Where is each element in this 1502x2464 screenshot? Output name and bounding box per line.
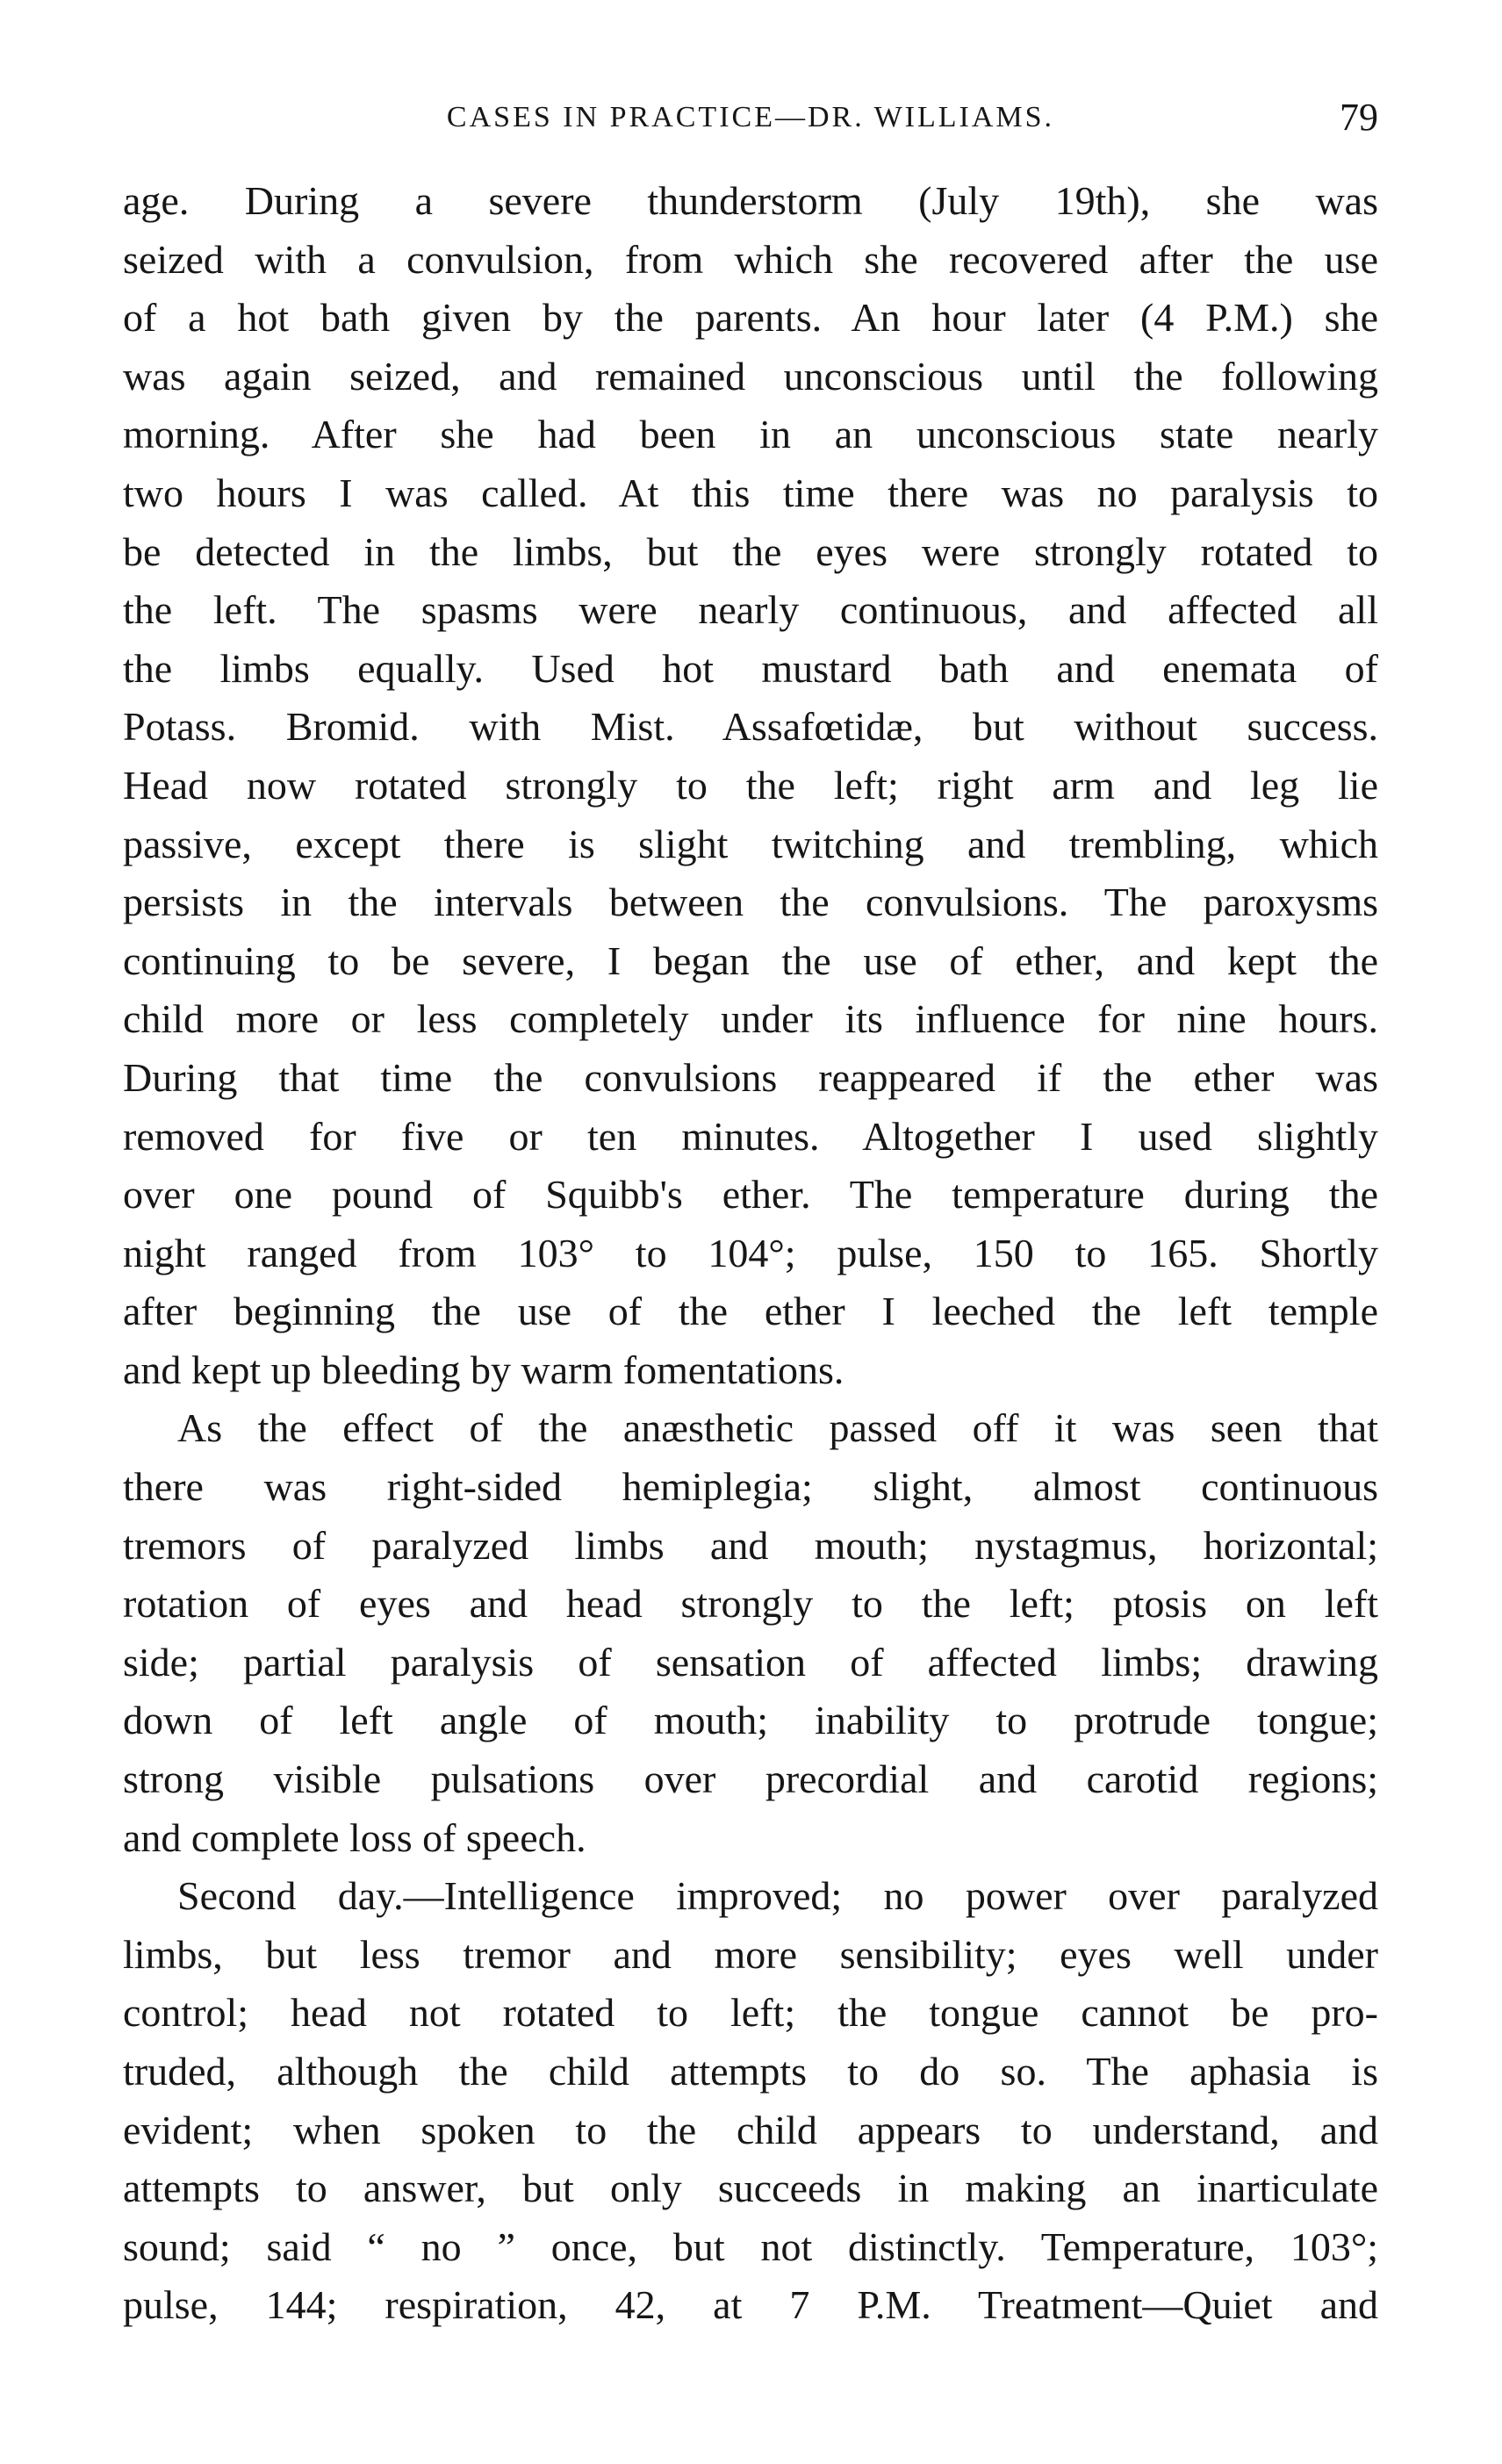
text-line: rotation of eyes and head strongly to the left; ptosis on left [123,1581,1378,1627]
text-line: there was right-sided hemiplegia; slight, almost continuous [123,1464,1378,1510]
text-line: seized with a convulsion, from which she recovered after the use [123,236,1378,282]
text-line: and complete loss of speech. [123,1814,586,1860]
body-text [123,172,1378,2335]
text-line: of a hot bath given by the parents. An hour later (4 P.M.) she [123,295,1378,341]
text-line: control; head not rotated to left; the tongue cannot be pro- [123,1990,1378,2036]
text-line: persists in the intervals between the convulsions. The paroxysms [123,880,1378,925]
text-line: after beginning the use of the ether I leeched the left temple [123,1289,1378,1334]
text-line: and kept up bleeding by warm fomentations. [123,1347,844,1392]
text-line: evident; when spoken to the child appears to understand, and [123,2107,1378,2152]
text-line: Head now rotated strongly to the left; right arm and leg lie [123,762,1378,808]
page-number: 79 [1340,96,1378,139]
text-line: night ranged from 103° to 104°; pulse, 150 to 165. Shortly [123,1230,1378,1275]
text-line: removed for five or ten minutes. Altogether I used slightly [123,1113,1378,1159]
text-line: was again seized, and remained unconscious until the following [123,353,1378,399]
text-line: truded, although the child attempts to do so. The aphasia is [123,2049,1378,2094]
text-line: pulse, 144; respiration, 42, at 7 P.M. Treatment—Quiet and [123,2282,1378,2328]
text-line: down of left angle of mouth; inability to protrude tongue; [123,1698,1378,1743]
text-line: morning. After she had been in an unconscious state nearly [123,412,1378,457]
text-line: sound; said “ no ” once, but not distinctly. Temperature, 103°; [123,2223,1378,2269]
text-line: two hours I was called. At this time there was no paralysis to [123,470,1378,515]
text-line: As the effect of the anæsthetic passed off it was seen that [177,1405,1378,1451]
text-line: side; partial paralysis of sensation of affected limbs; drawing [123,1639,1378,1685]
text-line: over one pound of Squibb's ether. The temperature during the [123,1172,1378,1218]
text-line: Second day.—Intelligence improved; no power over paralyzed [177,1873,1378,1919]
text-line: child more or less completely under its influence for nine hours. [123,996,1378,1042]
text-line: Potass. Bromid. with Mist. Assafœtidæ, but without success. [123,704,1378,750]
text-line: be detected in the limbs, but the eyes were strongly rotated to [123,528,1378,574]
text-line: the left. The spasms were nearly continuous, and affected all [123,587,1378,633]
running-head [123,91,1378,144]
text-line: tremors of paralyzed limbs and mouth; nystagmus, horizontal; [123,1522,1378,1568]
text-line: During that time the convulsions reappeared if the ether was [123,1054,1378,1100]
text-line: limbs, but less tremor and more sensibility; eyes well under [123,1931,1378,1977]
text-line: attempts to answer, but only succeeds in making an inarticulate [123,2166,1378,2211]
text-line: strong visible pulsations over precordial and carotid regions; [123,1756,1378,1802]
text-line: passive, except there is slight twitching and trembling, which [123,821,1378,866]
running-head-title: CASES IN PRACTICE—DR. WILLIAMS. [446,101,1055,133]
text-line: continuing to be severe, I began the use of ether, and kept the [123,937,1378,983]
text-line: age. During a severe thunderstorm (July 19th), she was [123,178,1378,223]
text-line: the limbs equally. Used hot mustard bath and enemata of [123,645,1378,691]
